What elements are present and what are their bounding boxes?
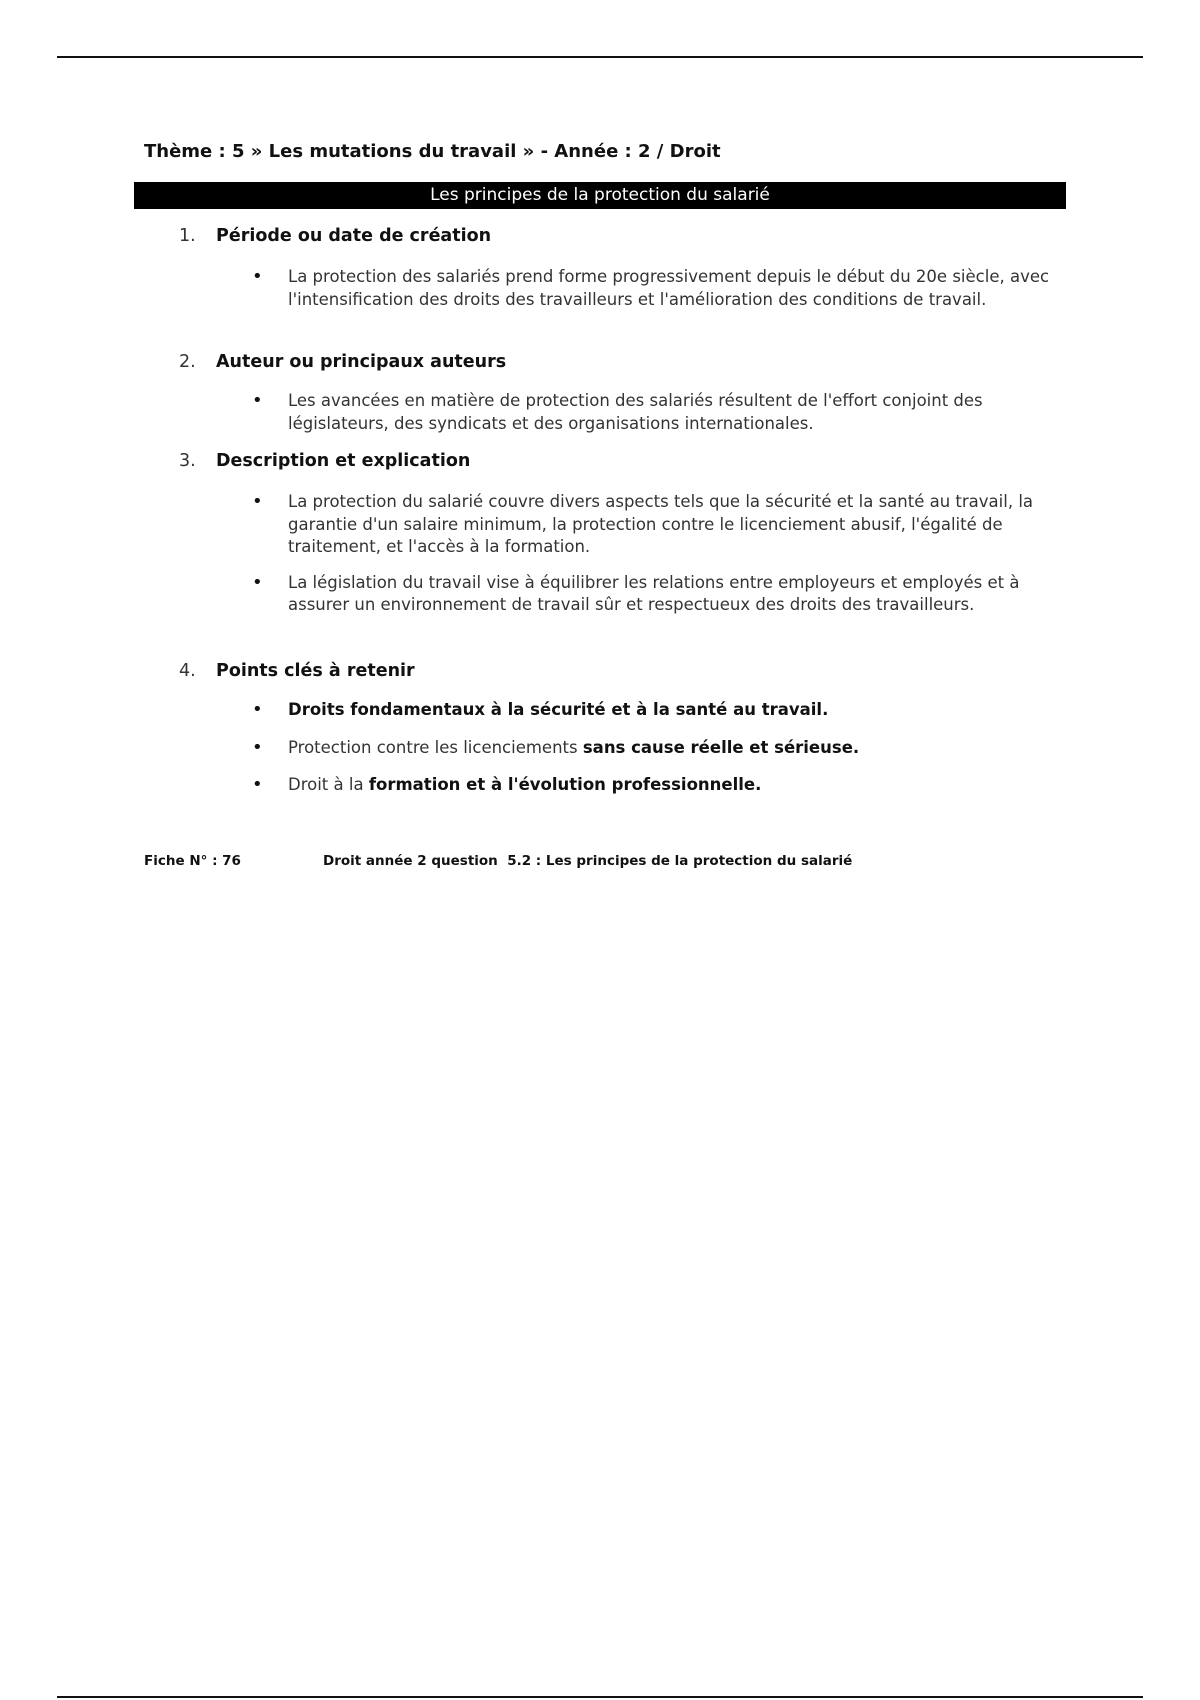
list-item (252, 266, 1074, 311)
theme-heading: Thème : 5 » Les mutations du travail » - Année : 2 / Droit (144, 141, 721, 162)
section-heading (144, 451, 1074, 475)
bullet-icon: • (252, 266, 263, 287)
top-rule (57, 56, 1143, 58)
key-point-plain: Protection contre les licenciements (288, 737, 583, 757)
bullet-text: La protection du salarié couvre divers aspects tels que la sécurité et la santé au travail, la garantie d'un salaire minimum, la protection contre le licenciement abusif, l'égalité de traitement, et l'accès à la formation. (288, 492, 1034, 556)
bullet-text: La protection des salariés prend forme progressivement depuis le début du 20e siècle, avec l'intensification des droits des travailleurs et l'amélioration des conditions de travail. (288, 267, 1050, 309)
section-3 (144, 451, 1074, 617)
section-title: Période ou date de création (216, 226, 492, 246)
title-banner: Les principes de la protection du salarié (134, 182, 1066, 209)
section-title: Auteur ou principaux auteurs (216, 352, 507, 372)
bullet-icon: • (252, 390, 263, 411)
bullet-icon: • (252, 491, 263, 512)
key-point-item (252, 699, 1074, 722)
section-number: 1. (179, 226, 196, 246)
section-heading (144, 226, 1074, 250)
section-number: 3. (179, 451, 196, 471)
key-point-bold: Droits fondamentaux à la sécurité et à la santé au travail. (288, 700, 829, 719)
footer-question: Droit année 2 question 5.2 : Les principes de la protection du salarié (323, 853, 853, 869)
list-item (252, 390, 1074, 435)
key-point-plain: Droit à la (288, 775, 369, 794)
section-heading (144, 352, 1074, 376)
section-heading (144, 661, 1074, 685)
section-2 (144, 352, 1074, 435)
bullet-icon: • (252, 571, 263, 593)
section-title: Points clés à retenir (216, 661, 415, 681)
section-4 (144, 661, 1074, 797)
key-point-item (252, 774, 1074, 797)
section-number: 2. (179, 352, 196, 372)
footer-fiche-number: Fiche N° : 76 (144, 853, 241, 869)
section-1 (144, 226, 1074, 311)
key-point-item (252, 736, 1074, 760)
bullet-icon: • (252, 699, 263, 720)
bullet-text: La législation du travail vise à équilibrer les relations entre employeurs et employés et à assurer un environnement de travail sûr et respectueux des droits des travailleurs. (288, 572, 1020, 614)
section-title: Description et explication (216, 451, 471, 471)
bullet-icon: • (252, 736, 263, 758)
key-point-bold: sans cause réelle et sérieuse. (582, 737, 860, 757)
list-item (252, 571, 1074, 617)
bullet-icon: • (252, 774, 263, 795)
section-number: 4. (179, 661, 196, 681)
list-item (252, 491, 1074, 559)
bullet-text: Les avancées en matière de protection des salariés résultent de l'effort conjoint des législateurs, des syndicats et des organisations internationales. (288, 391, 983, 433)
bottom-rule (57, 1696, 1143, 1698)
key-point-bold: formation et à l'évolution professionnelle. (368, 775, 762, 794)
